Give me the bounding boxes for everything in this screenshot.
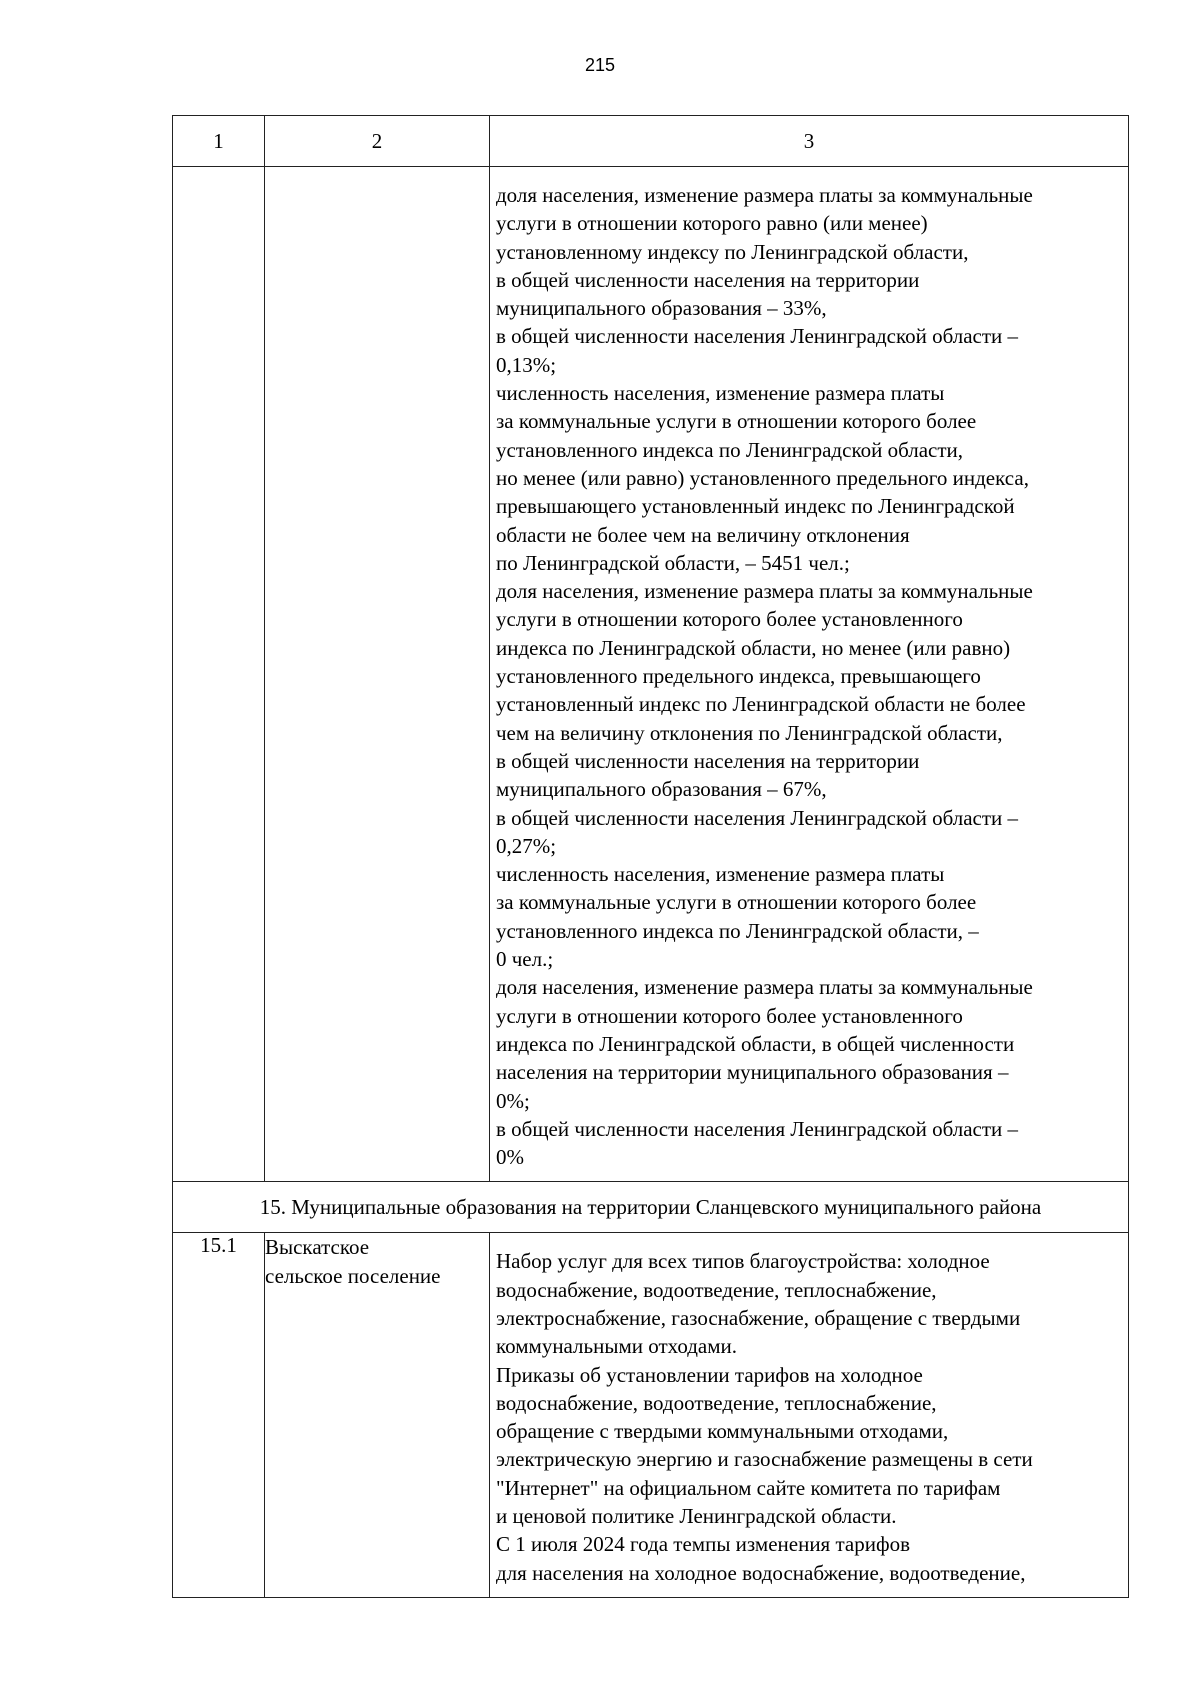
continuation-text-cell: [490, 167, 1129, 1182]
settlement-name: [265, 1233, 489, 1290]
text-line: обращение с твердыми коммунальными отходами,: [496, 1419, 949, 1444]
text-line: численность населения, изменение размера платы: [496, 862, 945, 887]
text-line: муниципального образования – 33%,: [496, 296, 827, 321]
header-col-3: 3: [490, 116, 1129, 167]
text-line: Приказы об установлении тарифов на холодное: [496, 1362, 923, 1387]
text-line: в общей численности населения Ленинградской области –: [496, 324, 1019, 349]
text-line: превышающего установленный индекс по Ленинградской: [496, 494, 1015, 519]
text-line: установленный индекс по Ленинградской области не более: [496, 692, 1026, 717]
continuation-col-2: [265, 167, 490, 1182]
text-line: чем на величину отклонения по Ленинградской области,: [496, 720, 1003, 745]
entry-text: [490, 1233, 1128, 1597]
entry-text-cell: [490, 1233, 1129, 1598]
text-line: водоснабжение, водоотведение, теплоснабжение,: [496, 1390, 937, 1415]
text-line: 0,13%;: [496, 352, 557, 377]
table-header-row: [173, 116, 1129, 167]
text-line: муниципального образования – 67%,: [496, 777, 827, 802]
continuation-text: [490, 167, 1128, 1181]
section-row: [173, 1182, 1129, 1233]
text-line: населения на территории муниципального образования –: [496, 1060, 1009, 1085]
header-col-1: 1: [173, 116, 265, 167]
name-line: сельское поселение: [265, 1263, 441, 1288]
text-line: 0 чел.;: [496, 947, 554, 972]
text-line: за коммунальные услуги в отношении которого более: [496, 890, 977, 915]
text-line: Набор услуг для всех типов благоустройства: холодное: [496, 1249, 990, 1274]
text-line: индекса по Ленинградской области, но менее (или равно): [496, 635, 1011, 660]
continuation-col-1: [173, 167, 265, 1182]
text-line: по Ленинградской области, – 5451 чел.;: [496, 550, 850, 575]
text-line: 0%: [496, 1145, 524, 1170]
text-line: "Интернет" на официальном сайте комитета по тарифам: [496, 1475, 1001, 1500]
text-line: для населения на холодное водоснабжение, водоотведение,: [496, 1560, 1026, 1585]
text-line: в общей численности населения на территории: [496, 267, 920, 292]
text-line: водоснабжение, водоотведение, теплоснабжение,: [496, 1277, 937, 1302]
row-number: 15.1: [173, 1233, 265, 1598]
table-row-15-1: [173, 1233, 1129, 1598]
page-number: 215: [584, 55, 616, 75]
continuation-row: [173, 167, 1129, 1182]
text-line: установленного предельного индекса, превышающего: [496, 664, 981, 689]
text-line: установленному индексу по Ленинградской области,: [496, 239, 969, 264]
text-line: 0%;: [496, 1088, 530, 1113]
text-line: но менее (или равно) установленного предельного индекса,: [496, 465, 1029, 490]
text-line: доля населения, изменение размера платы за коммунальные: [496, 183, 1033, 207]
data-table: [172, 115, 1129, 1598]
text-line: доля населения, изменение размера платы за коммунальные: [496, 975, 1033, 1000]
text-line: установленного индекса по Ленинградской области, –: [496, 918, 979, 943]
text-line: в общей численности населения Ленинградской области –: [496, 1116, 1019, 1141]
text-line: доля населения, изменение размера платы за коммунальные: [496, 579, 1033, 604]
text-line: области не более чем на величину отклонения: [496, 522, 910, 547]
text-line: С 1 июля 2024 года темпы изменения тарифов: [496, 1532, 910, 1557]
section-title: 15. Муниципальные образования на территории Сланцевского муниципального района: [173, 1182, 1129, 1233]
text-line: установленного индекса по Ленинградской области,: [496, 437, 964, 462]
text-line: 0,27%;: [496, 833, 557, 858]
text-line: индекса по Ленинградской области, в общей численности: [496, 1031, 1015, 1056]
text-line: численность населения, изменение размера платы: [496, 381, 945, 406]
text-line: и ценовой политике Ленинградской области.: [496, 1504, 897, 1529]
text-line: коммунальными отходами.: [496, 1334, 738, 1359]
settlement-name-cell: [265, 1233, 490, 1598]
text-line: электрическую энергию и газоснабжение размещены в сети: [496, 1447, 1033, 1472]
text-line: в общей численности населения Ленинградской области –: [496, 805, 1019, 830]
text-line: электроснабжение, газоснабжение, обращение с твердыми: [496, 1305, 1021, 1330]
text-line: услуги в отношении которого более установленного: [496, 1003, 963, 1028]
text-line: услуги в отношении которого равно (или менее): [496, 211, 928, 236]
text-line: услуги в отношении которого более установленного: [496, 607, 963, 632]
text-line: за коммунальные услуги в отношении которого более: [496, 409, 977, 434]
header-col-2: 2: [265, 116, 490, 167]
name-line: Выскатское: [265, 1235, 370, 1260]
text-line: в общей численности населения на территории: [496, 748, 920, 773]
